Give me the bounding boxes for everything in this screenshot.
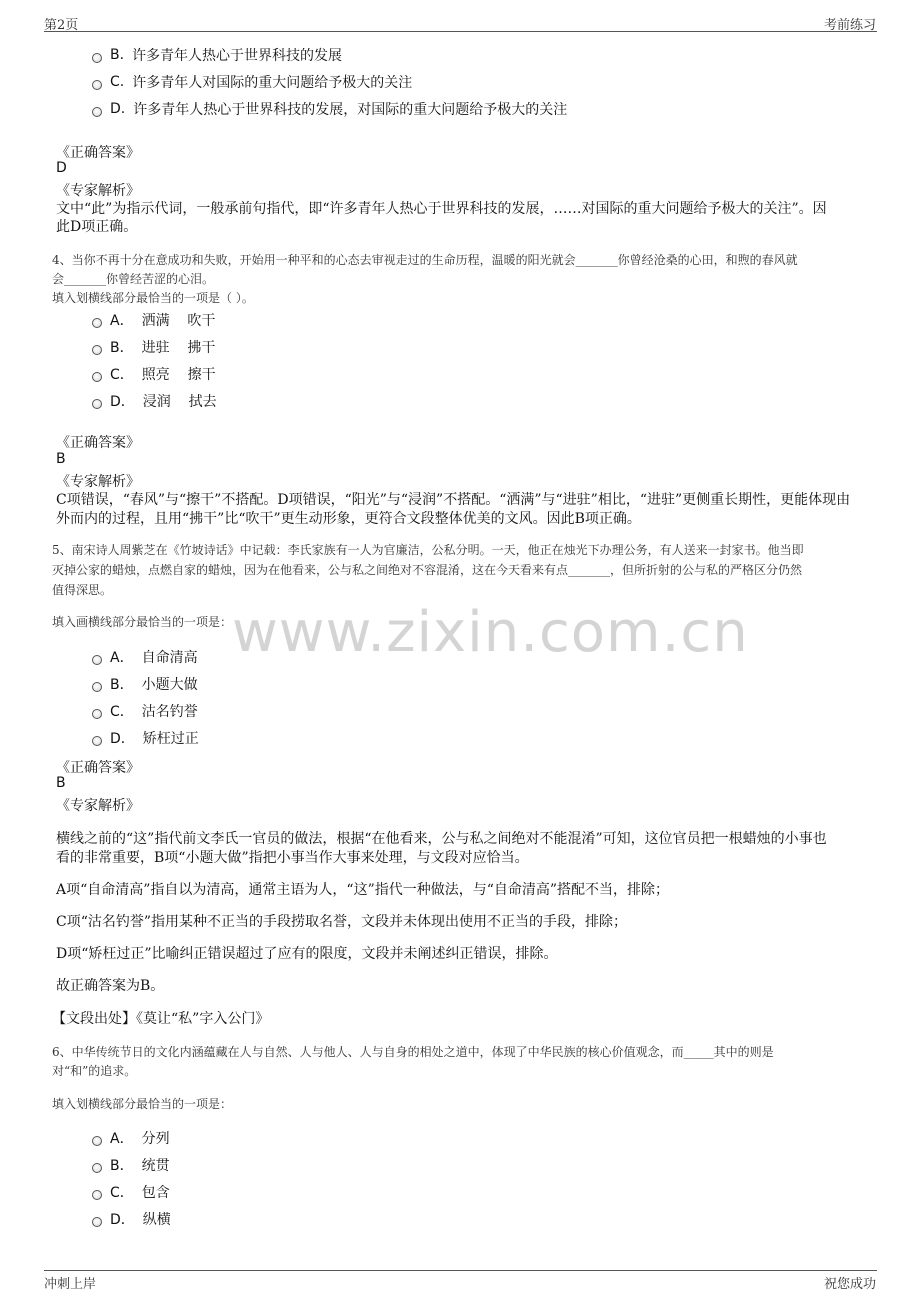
q4-option-c[interactable]: C． 照亮 擦干 (92, 364, 216, 384)
q5-analysis-p2: A项“自命清高”指自以为清高，通常主语为人，“这”指代一种做法，与“自命清高”搭配不当，排除； (56, 882, 670, 898)
q5-analysis-p1-line-2: 看的非常重要，B项“小题大做”指把小事当作大事来处理，与文段对应恰当。 (56, 850, 529, 866)
q5-option-c[interactable]: C． 沽名钓誉 (92, 701, 198, 721)
q6-stem-line-1: 6、中华传统节日的文化内涵蕴藏在人与自然、人与他人、人与自身的相处之道中，体现了中华民族的核心价值观念，而_____其中的则是 (52, 1045, 774, 1059)
header-divider (44, 31, 877, 32)
radio-icon[interactable] (92, 372, 102, 382)
q4-option-a[interactable]: A． 洒满 吹干 (92, 310, 215, 330)
q3-analysis-line-2: 此D项正确。 (56, 219, 138, 235)
q4-prompt: 填入划横线部分最恰当的一项是（ ）。 (52, 291, 254, 305)
q5-analysis-label: 《专家解析》 (56, 798, 140, 814)
q5-analysis-p4: D项“矫枉过正”比喻纠正错误超过了应有的限度，文段并未阐述纠正错误，排除。 (56, 946, 558, 962)
q3-option-b[interactable]: B. 许多青年人热心于世界科技的发展 (92, 45, 342, 65)
q6-prompt: 填入划横线部分最恰当的一项是： (52, 1097, 233, 1111)
q6-stem-line-2: 对“和”的追求。 (52, 1064, 137, 1078)
q4-stem-line-2: 会_______你曾经苦涩的心泪。 (52, 272, 215, 286)
q5-analysis-p3: C项“沽名钓誉”指用某种不正当的手段捞取名誉，文段并未体现出使用不正当的手段，排除； (56, 914, 628, 930)
q3-answer: D (56, 160, 67, 176)
radio-icon[interactable] (92, 1163, 102, 1173)
radio-icon[interactable] (92, 399, 102, 409)
q6-option-c[interactable]: C． 包含 (92, 1182, 170, 1202)
q3-analysis-line-1: 文中“此”为指示代词，一般承前句指代，即“许多青年人热心于世界科技的发展，……对国际的重大问题给予极大的关注”。因 (56, 201, 827, 217)
q3-option-c[interactable]: C. 许多青年人对国际的重大问题给予极大的关注 (92, 72, 412, 92)
q5-option-d[interactable]: D． 矫枉过正 (92, 728, 199, 748)
radio-icon[interactable] (92, 709, 102, 719)
q6-option-b[interactable]: B． 统贯 (92, 1155, 170, 1175)
q5-stem-line-2: 灭掉公家的蜡烛，点燃自家的蜡烛，因为在他看来，公与私之间绝对不容混淆，这在今天看来有点_______，但所折射的公与私的严格区分仍然 (52, 563, 803, 577)
q4-option-d[interactable]: D． 浸润 拭去 (92, 391, 217, 411)
q3-answer-label: 《正确答案》 (56, 145, 140, 161)
radio-icon[interactable] (92, 53, 102, 63)
radio-icon[interactable] (92, 1190, 102, 1200)
radio-icon[interactable] (92, 682, 102, 692)
footer-right: 祝您成功 (823, 1277, 876, 1292)
q4-answer: B (56, 451, 66, 467)
radio-icon[interactable] (92, 1217, 102, 1227)
radio-icon[interactable] (92, 318, 102, 328)
q5-stem-line-1: 5、南宋诗人周紫芝在《竹坡诗话》中记载：李氏家族有一人为官廉洁，公私分明。一天，他正在烛光下办理公务，有人送来一封家书。他当即 (52, 543, 804, 557)
q5-analysis-p5: 故正确答案为B。 (56, 978, 165, 994)
q5-analysis-p1-line-1: 横线之前的“这”指代前文李氏一官员的做法，根据“在他看来，公与私之间绝对不能混淆”可知，这位官员把一根蜡烛的小事也 (56, 831, 827, 847)
q5-option-a[interactable]: A． 自命清高 (92, 647, 198, 667)
q5-answer: B (56, 775, 66, 791)
radio-icon[interactable] (92, 345, 102, 355)
q5-answer-label: 《正确答案》 (56, 760, 140, 776)
q5-option-b[interactable]: B． 小题大做 (92, 674, 198, 694)
q4-analysis-line-2: 外而内的过程，且用“拂干”比“吹干”更生动形象，更符合文段整体优美的文风。因此B项正确。 (56, 511, 641, 527)
radio-icon[interactable] (92, 80, 102, 90)
header-title: 考前练习 (823, 18, 876, 33)
radio-icon[interactable] (92, 1136, 102, 1146)
footer-divider (44, 1270, 877, 1271)
q5-source: 【文段出处】《莫让“私”字入公门》 (52, 1011, 270, 1027)
radio-icon[interactable] (92, 107, 102, 117)
q4-stem-line-1: 4、当你不再十分在意成功和失败，开始用一种平和的心态去审视走过的生命历程，温暖的阳光就会_______你曾经沧桑的心田，和煦的春风就 (52, 253, 798, 267)
q3-option-d[interactable]: D. 许多青年人热心于世界科技的发展，对国际的重大问题给予极大的关注 (92, 99, 567, 119)
q6-option-a[interactable]: A． 分列 (92, 1128, 170, 1148)
footer-left: 冲刺上岸 (44, 1277, 97, 1292)
q4-analysis-label: 《专家解析》 (56, 474, 140, 490)
q4-answer-label: 《正确答案》 (56, 435, 140, 451)
radio-icon[interactable] (92, 736, 102, 746)
q5-stem-line-3: 值得深思。 (52, 583, 113, 597)
q3-analysis-label: 《专家解析》 (56, 183, 140, 199)
q4-analysis-line-1: C项错误，“春风”与“擦干”不搭配。D项错误，“阳光”与“浸润”不搭配。“洒满”与“进驻”相比，“进驻”更侧重长期性，更能体现由 (56, 492, 851, 508)
q4-option-b[interactable]: B． 进驻 拂干 (92, 337, 215, 357)
radio-icon[interactable] (92, 655, 102, 665)
page-number: 第2页 (44, 18, 79, 33)
q6-option-d[interactable]: D． 纵横 (92, 1209, 171, 1229)
q5-prompt: 填入画横线部分最恰当的一项是： (52, 615, 233, 629)
watermark: www.zixin.com.cn (232, 600, 749, 665)
